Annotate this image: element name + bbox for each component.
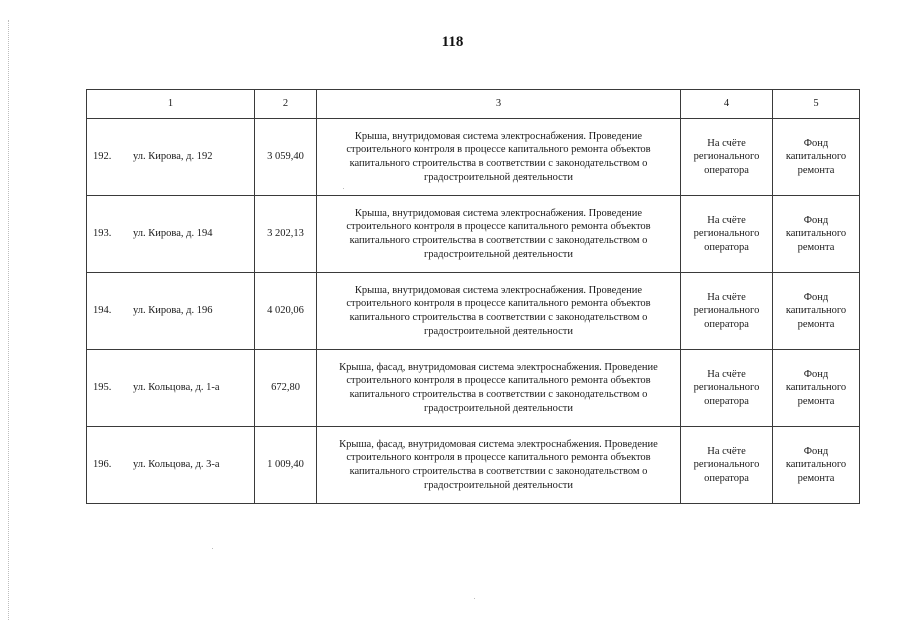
area-cell: 1 009,40 <box>255 427 317 504</box>
street-address: ул. Кирова, д. 194 <box>133 228 213 240</box>
row-number: 195. <box>93 382 112 394</box>
funding-source-cell: Фонд капитального ремонта <box>773 427 860 504</box>
works-cell: Крыша, внутридомовая система электроснабжения. Проведение строительного контроля в процессе капитального ремонта объектов капитального строительства в соответствии с законодательством о градостроительной деятельности <box>317 273 681 350</box>
column-header: 2 <box>255 90 317 119</box>
scan-speck <box>474 598 475 599</box>
street-address: ул. Кольцова, д. 1-а <box>133 382 220 394</box>
method-cell: На счёте регионального оператора <box>681 273 773 350</box>
scan-speck <box>343 188 344 189</box>
table-row <box>87 273 860 350</box>
address-cell <box>87 273 255 350</box>
method-cell: На счёте регионального оператора <box>681 427 773 504</box>
works-cell: Крыша, внутридомовая система электроснабжения. Проведение строительного контроля в процессе капитального ремонта объектов капитального строительства в соответствии с законодательством о градостроительной деятельности <box>317 196 681 273</box>
address-cell <box>87 427 255 504</box>
method-cell: На счёте регионального оператора <box>681 119 773 196</box>
method-cell: На счёте регионального оператора <box>681 196 773 273</box>
street-address: ул. Кольцова, д. 3-а <box>133 459 220 471</box>
row-number: 194. <box>93 305 112 317</box>
table-header-row <box>87 90 860 119</box>
area-cell: 672,80 <box>255 350 317 427</box>
address-cell <box>87 350 255 427</box>
area-cell: 4 020,06 <box>255 273 317 350</box>
works-cell: Крыша, фасад, внутридомовая система электроснабжения. Проведение строительного контроля в процессе капитального ремонта объектов капитального строительства в соответствии с законодательством о градостроительной деятельности <box>317 350 681 427</box>
table-row <box>87 119 860 196</box>
column-header: 4 <box>681 90 773 119</box>
row-number: 192. <box>93 151 112 163</box>
funding-source-cell: Фонд капитального ремонта <box>773 350 860 427</box>
works-cell: Крыша, внутридомовая система электроснабжения. Проведение строительного контроля в процессе капитального ремонта объектов капитального строительства в соответствии с законодательством о градостроительной деятельности <box>317 119 681 196</box>
street-address: ул. Кирова, д. 192 <box>133 151 213 163</box>
scan-speck <box>212 548 213 549</box>
page-number: 118 <box>441 34 464 50</box>
row-number: 193. <box>93 228 112 240</box>
row-number: 196. <box>93 459 112 471</box>
funding-source-cell: Фонд капитального ремонта <box>773 196 860 273</box>
repair-register-table <box>86 89 860 504</box>
table-row <box>87 350 860 427</box>
works-cell: Крыша, фасад, внутридомовая система электроснабжения. Проведение строительного контроля в процессе капитального ремонта объектов капитального строительства в соответствии с законодательством о градостроительной деятельности <box>317 427 681 504</box>
table-row <box>87 427 860 504</box>
area-cell: 3 059,40 <box>255 119 317 196</box>
method-cell: На счёте регионального оператора <box>681 350 773 427</box>
area-cell: 3 202,13 <box>255 196 317 273</box>
funding-source-cell: Фонд капитального ремонта <box>773 119 860 196</box>
column-header: 1 <box>87 90 255 119</box>
address-cell <box>87 196 255 273</box>
funding-source-cell: Фонд капитального ремонта <box>773 273 860 350</box>
table-row <box>87 196 860 273</box>
street-address: ул. Кирова, д. 196 <box>133 305 213 317</box>
column-header: 5 <box>773 90 860 119</box>
page-margin-line <box>8 20 9 620</box>
address-cell <box>87 119 255 196</box>
column-header: 3 <box>317 90 681 119</box>
